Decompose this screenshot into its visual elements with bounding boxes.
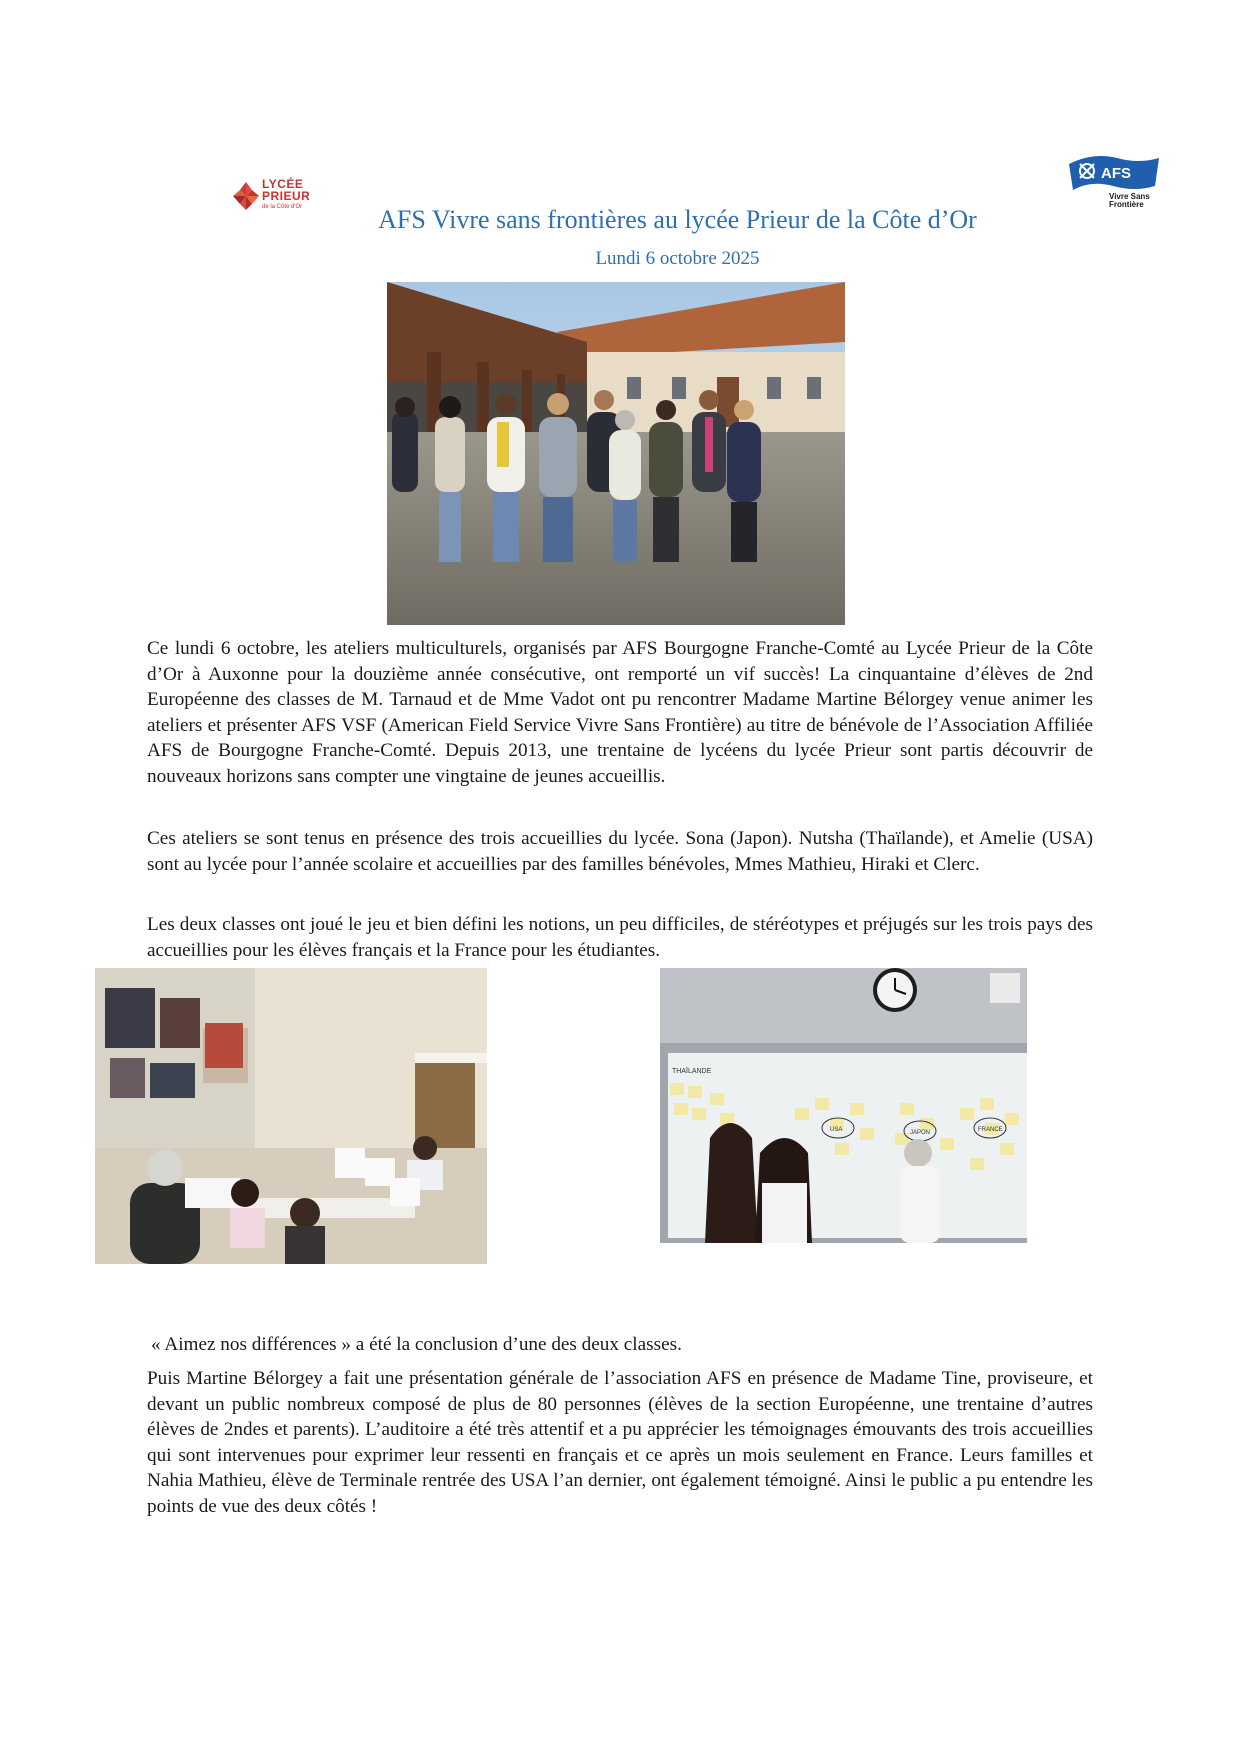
afs-logo-name: AFS <box>1101 165 1131 182</box>
afs-flag-icon <box>1063 150 1163 196</box>
event-date: Lundi 6 octobre 2025 <box>595 248 760 269</box>
paragraph-classes: Les deux classes ont joué le jeu et bien défini les notions, un peu difficiles, de stéréotypes et préjugés sur les trois pays des accueillies pour les élèves français et la France pour les étudiantes. <box>147 914 1093 961</box>
lycee-logo-line2: PRIEUR <box>262 189 311 203</box>
paragraph-intro: Ce lundi 6 octobre, les ateliers multiculturels, organisés par AFS Bourgogne Franche-Comté au Lycée Prieur de la Côte d’Or à Auxonne pour la douzième année consécutive, ont remporté un vif succès! La cinquantaine d’élèves de 2nd Européenne des classes de M. Tarnaud et de Mme Vadot ont pu rencontrer Madame Martine Bélorgey venue animer les ateliers et présenter AFS VSF (American Field Service Vivre Sans Frontière) au titre de bénévole de l’Association Affiliée AFS de Bourgogne Franche-Comté. Depuis 2013, une trentaine de lycéens du lycée Prieur sont partis découvrir de nouveaux horizons sans compter une vingtaine de jeunes accueillis. <box>147 638 1093 787</box>
afs-tagline-2: Frontière <box>1109 200 1144 209</box>
lycee-logo-line3: de la Côte d'Or <box>262 204 303 210</box>
whiteboard-label-france: FRANCE <box>978 1127 1003 1133</box>
classroom-photo <box>95 968 487 1264</box>
whiteboard-label-thailande: THAÏLANDE <box>672 1068 712 1075</box>
paragraph-presentation: Puis Martine Bélorgey a fait une présentation générale de l’association AFS en présence de Madame Tine, proviseure, et devant un public nombreux composé de plus de 80 personnes (élèves de la section Européenne, une trentaine d’autres élèves de 2ndes et parents). L’auditoire a été très attentif et a pu apprécier les témoignages émouvants des trois accueillies qui sont intervenues pour exprimer leur ressenti en français et ce après un mois seulement en France. Leurs familles et Nahia Mathieu, élève de Terminale rentrée des USA l’an dernier, ont également témoigné. Ainsi le public a pu entendre les points de vue des deux côtés ! <box>147 1368 1093 1517</box>
paragraph-conclusion: « Aimez nos différences » a été la conclusion d’une des deux classes. <box>151 1334 682 1355</box>
group-photo-courtyard <box>387 282 845 625</box>
paragraph-guests: Ces ateliers se sont tenus en présence des trois accueillies du lycée. Sona (Japon). Nutsha (Thaïlande), et Amelie (USA) sont au lycée pour l’année scolaire et accueillies par des familles bénévoles, Mmes Mathieu, Hiraki et Clerc. <box>147 828 1093 875</box>
whiteboard-label-usa: USA <box>830 1127 843 1133</box>
lycee-logo-line1: LYCÉE <box>262 177 304 191</box>
afs-tagline-1: Vivre Sans <box>1109 192 1150 201</box>
page-title: AFS Vivre sans frontières au lycée Prieur de la Côte d’Or <box>378 205 977 234</box>
afs-logo <box>1063 150 1163 210</box>
whiteboard-label-japon: JAPON <box>910 1130 931 1136</box>
whiteboard-photo <box>660 968 1027 1243</box>
